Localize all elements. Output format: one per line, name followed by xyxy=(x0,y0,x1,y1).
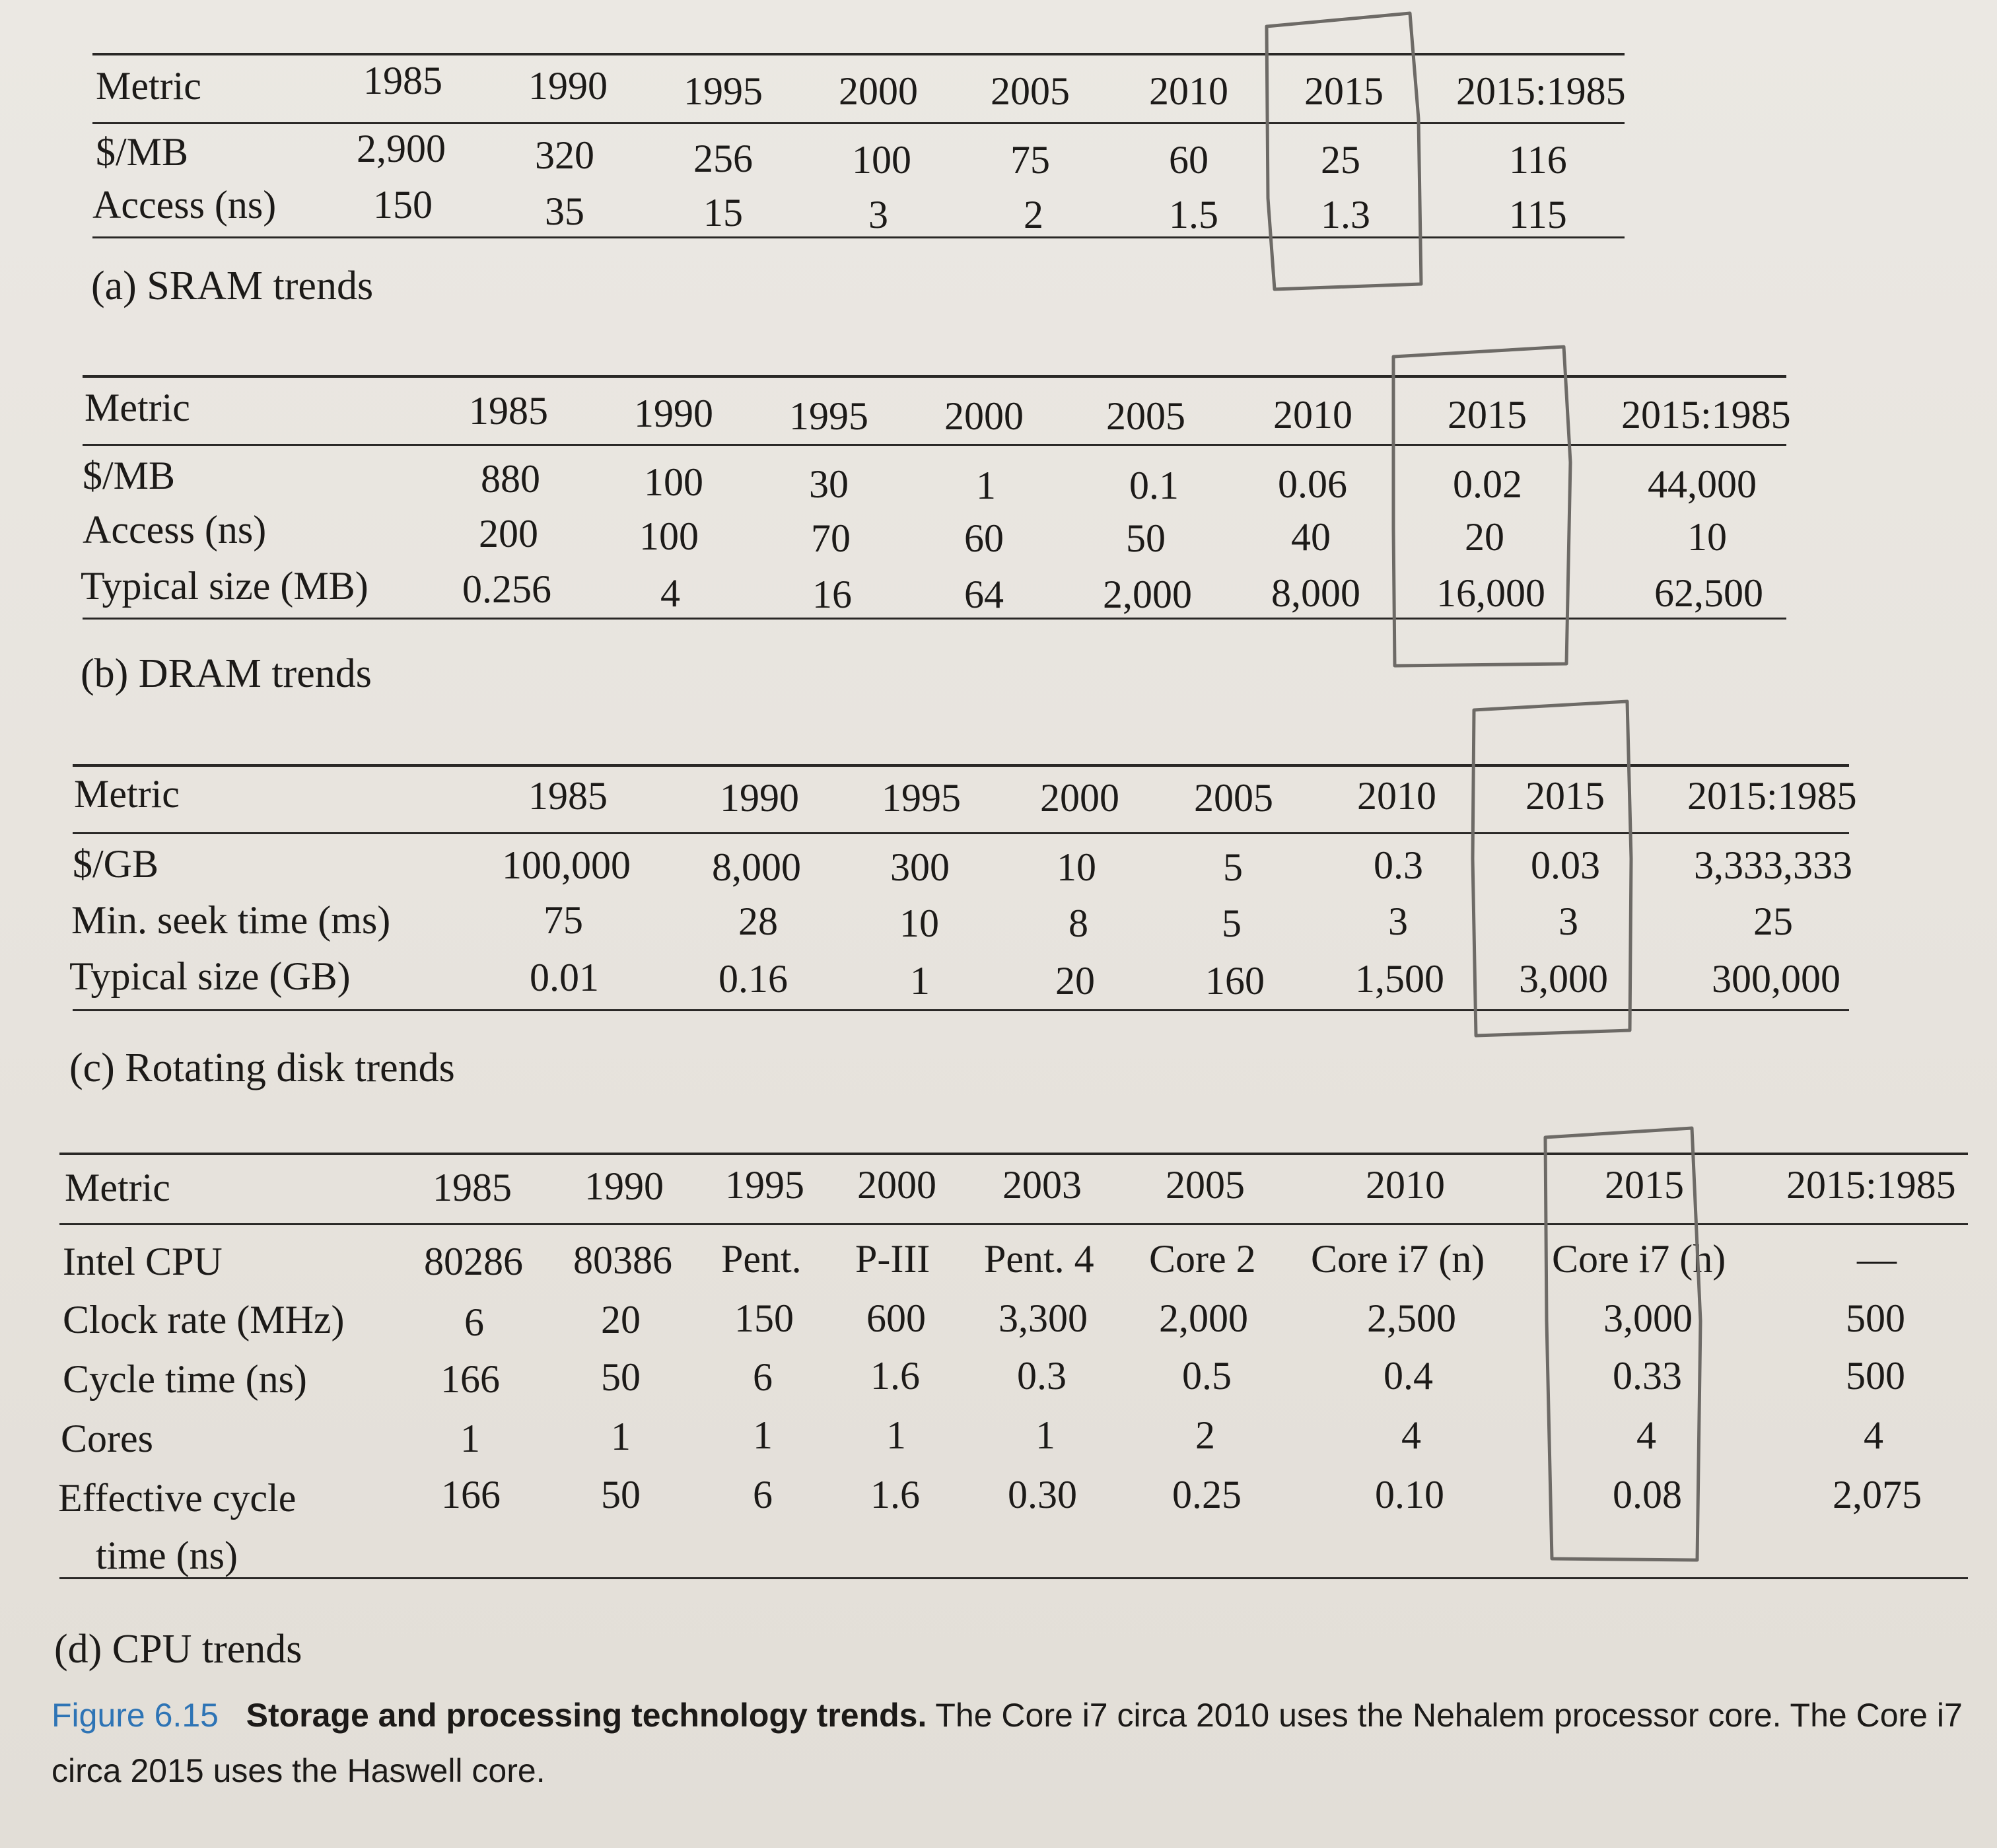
table-cell: 0.06 xyxy=(1278,462,1347,506)
row-label: Effective cycle xyxy=(58,1476,297,1520)
table-cell: 0.10 xyxy=(1375,1473,1444,1516)
table-cell: 16 xyxy=(812,573,852,616)
column-header: 2015:1985 xyxy=(1786,1163,1956,1207)
table-cell: 150 xyxy=(734,1297,794,1340)
column-header: 2005 xyxy=(991,69,1070,113)
table-cell: 50 xyxy=(601,1473,641,1516)
row-label: Access (ns) xyxy=(92,183,277,227)
table-cell: 80286 xyxy=(424,1240,523,1283)
figure-label: Figure 6.15 xyxy=(52,1697,219,1734)
table-cell: 25 xyxy=(1321,138,1360,182)
table-cell: 4 xyxy=(660,571,680,615)
table-cell: 166 xyxy=(441,1473,501,1516)
table-cell: 8 xyxy=(1069,902,1088,945)
row-label: Cycle time (ns) xyxy=(63,1357,307,1401)
table-cell: 3,333,333 xyxy=(1694,843,1852,887)
figure-caption xyxy=(52,1688,1967,1798)
table-cell: 6 xyxy=(753,1355,773,1399)
figure-title: Storage and processing technology trends. xyxy=(246,1697,927,1734)
column-header: 2003 xyxy=(1002,1163,1082,1207)
table-cell: Core 2 xyxy=(1149,1237,1256,1281)
column-header: 2000 xyxy=(839,69,918,113)
table-cell: 880 xyxy=(481,457,540,501)
table-cell: 80386 xyxy=(573,1238,672,1282)
table-cell: 30 xyxy=(809,462,849,506)
table-cell: 20 xyxy=(1055,959,1095,1003)
table-cell: 50 xyxy=(1126,516,1166,560)
table-cell: 20 xyxy=(1465,515,1504,559)
table-cell: 0.30 xyxy=(1008,1473,1077,1516)
table-cell: 40 xyxy=(1291,515,1331,559)
column-header: 2015 xyxy=(1605,1163,1684,1207)
column-header: 2015 xyxy=(1525,774,1605,818)
table-cell: 2,500 xyxy=(1367,1297,1456,1340)
table-cell: 0.01 xyxy=(530,956,599,999)
row-label-continued: time (ns) xyxy=(96,1534,238,1577)
table-cell: 115 xyxy=(1509,193,1567,236)
column-header: 2015:1985 xyxy=(1687,774,1857,818)
table-cell: 300 xyxy=(890,845,950,889)
table-cell: 28 xyxy=(738,900,778,943)
table-cell: 0.16 xyxy=(718,957,788,1001)
table-cell: 1.3 xyxy=(1321,193,1370,236)
column-header: 1995 xyxy=(882,776,961,820)
table-cell: 15 xyxy=(703,191,743,234)
table-cell: 1.6 xyxy=(870,1354,920,1398)
table-cell: 60 xyxy=(964,516,1004,560)
table-cell: P-III xyxy=(855,1237,930,1281)
top-rule xyxy=(59,1153,1968,1155)
table-caption: (b) DRAM trends xyxy=(81,651,372,696)
table-cell: 0.02 xyxy=(1453,462,1522,506)
row-label: Typical size (MB) xyxy=(81,564,368,608)
column-header: 2005 xyxy=(1194,776,1273,820)
row-label: Min. seek time (ms) xyxy=(71,898,391,942)
table-cell: 2,900 xyxy=(357,127,446,170)
column-header: 1990 xyxy=(634,392,713,435)
table-cell: Pent. 4 xyxy=(984,1237,1094,1281)
table-cell: 44,000 xyxy=(1648,462,1757,506)
table-cell: 1 xyxy=(611,1415,631,1458)
column-header: 2010 xyxy=(1273,393,1352,437)
row-label: Access (ns) xyxy=(83,508,267,551)
table-cell: 500 xyxy=(1846,1297,1905,1340)
table-cell: 0.5 xyxy=(1182,1354,1232,1398)
table-cell: 50 xyxy=(601,1355,641,1399)
table-caption: (a) SRAM trends xyxy=(91,264,374,308)
column-header: 1985 xyxy=(528,774,608,818)
table-cell: 70 xyxy=(811,516,851,560)
column-header: 1995 xyxy=(683,69,763,113)
table-cell: 3 xyxy=(1559,900,1578,943)
row-label: $/MB xyxy=(83,454,176,497)
table-cell: 1.6 xyxy=(870,1473,920,1516)
figure-text: The Core i7 circa 2010 uses the Nehalem processor core. The Core i7 circa 2015 uses the Haswell core. xyxy=(52,1697,1963,1789)
table-cell: 3,000 xyxy=(1519,957,1608,1001)
table-cell: 35 xyxy=(545,190,584,233)
table-cell: 75 xyxy=(1010,138,1050,182)
column-header: Metric xyxy=(65,1166,170,1209)
table-cell: 5 xyxy=(1222,902,1242,945)
table-cell: 1,500 xyxy=(1355,957,1444,1001)
table-cell: 25 xyxy=(1753,900,1793,943)
table-cell: Core i7 (h) xyxy=(1552,1237,1726,1281)
table-cell: 1 xyxy=(910,959,930,1003)
column-header: 2010 xyxy=(1366,1163,1445,1207)
column-header: Metric xyxy=(85,386,190,429)
column-header: 1995 xyxy=(789,394,868,438)
table-cell: 0.1 xyxy=(1129,464,1179,507)
table-cell: 1 xyxy=(460,1417,480,1460)
column-header: 2010 xyxy=(1149,69,1228,113)
table-cell: 10 xyxy=(1057,845,1096,889)
column-header: 2015:1985 xyxy=(1621,393,1791,437)
table-cell: 0.4 xyxy=(1384,1354,1433,1398)
table-cell: 10 xyxy=(1687,515,1727,559)
table-cell: 3,300 xyxy=(998,1297,1088,1340)
table-cell: 62,500 xyxy=(1654,571,1763,615)
table-cell: 60 xyxy=(1169,138,1209,182)
row-label: Clock rate (MHz) xyxy=(63,1298,345,1341)
row-label: Cores xyxy=(61,1417,153,1460)
column-header: 1990 xyxy=(528,64,608,108)
table-cell: 160 xyxy=(1205,959,1265,1003)
table-cell: 10 xyxy=(899,902,939,945)
column-header: 2000 xyxy=(944,394,1024,438)
bottom-rule xyxy=(59,1577,1968,1579)
table-cell: 320 xyxy=(535,133,594,177)
table-cell: 8,000 xyxy=(712,845,801,889)
column-header: 2005 xyxy=(1166,1163,1245,1207)
table-cell: 166 xyxy=(440,1357,500,1401)
table-cell: 16,000 xyxy=(1436,571,1545,615)
column-header: 2015:1985 xyxy=(1456,69,1626,113)
column-header: 2010 xyxy=(1357,774,1436,818)
table-cell: 100 xyxy=(644,460,703,504)
column-header: 1985 xyxy=(433,1166,512,1209)
table-cell: 256 xyxy=(693,137,753,180)
table-cell: 6 xyxy=(753,1473,773,1516)
table-cell: 0.256 xyxy=(462,567,551,611)
table-cell: — xyxy=(1857,1237,1897,1281)
column-header: 1990 xyxy=(584,1164,664,1208)
column-header: Metric xyxy=(74,772,180,816)
table-cell: 500 xyxy=(1846,1354,1905,1398)
table-cell: 4 xyxy=(1864,1413,1883,1457)
table-cell: 3 xyxy=(1388,900,1408,943)
table-cell: Core i7 (n) xyxy=(1311,1237,1485,1281)
table-cell: 75 xyxy=(543,898,583,942)
table-cell: 2,000 xyxy=(1103,573,1192,616)
table-cell: 2 xyxy=(1195,1413,1215,1457)
table-cell: 1.5 xyxy=(1169,193,1218,236)
table-cell: 150 xyxy=(373,183,433,227)
table-cell: 300,000 xyxy=(1712,957,1840,1001)
table-cell: Pent. xyxy=(721,1237,802,1281)
table-cell: 0.3 xyxy=(1017,1354,1067,1398)
table-cell: 600 xyxy=(866,1297,926,1340)
table-cell: 4 xyxy=(1636,1413,1656,1457)
table-cell: 6 xyxy=(464,1300,484,1344)
row-label: $/GB xyxy=(73,842,159,886)
table-cell: 0.3 xyxy=(1374,843,1423,887)
table-cell: 100 xyxy=(639,515,699,558)
column-header: 2015 xyxy=(1448,393,1527,437)
column-header: 1985 xyxy=(469,389,548,433)
column-header: 2000 xyxy=(857,1163,936,1207)
table-cell: 0.08 xyxy=(1613,1473,1682,1516)
row-label: Typical size (GB) xyxy=(69,954,351,998)
table-caption: (c) Rotating disk trends xyxy=(69,1046,455,1090)
table-cell: 1 xyxy=(1035,1413,1055,1457)
column-header: 1995 xyxy=(725,1163,804,1207)
header-rule xyxy=(59,1223,1968,1225)
table-cell: 2 xyxy=(1024,193,1043,236)
table-cell: 0.03 xyxy=(1531,843,1600,887)
table-cell: 4 xyxy=(1401,1413,1421,1457)
column-header: 2000 xyxy=(1040,776,1119,820)
row-label: $/MB xyxy=(96,130,189,174)
column-header: 2015 xyxy=(1304,69,1384,113)
table-cell: 8,000 xyxy=(1271,571,1360,615)
table-cell: 116 xyxy=(1509,138,1567,182)
table-cell: 1 xyxy=(886,1413,906,1457)
table-cell: 2,000 xyxy=(1159,1297,1248,1340)
table-cell: 5 xyxy=(1223,845,1243,889)
table-cell: 1 xyxy=(753,1413,773,1457)
table-cell: 1 xyxy=(976,464,996,507)
table-cell: 200 xyxy=(479,512,538,555)
table-cell: 2,075 xyxy=(1833,1473,1922,1516)
table-cell: 100 xyxy=(852,138,911,182)
row-label: Intel CPU xyxy=(63,1240,223,1283)
column-header: Metric xyxy=(96,64,201,108)
column-header: 2005 xyxy=(1106,394,1185,438)
table-cell: 0.33 xyxy=(1613,1354,1682,1398)
table-cell: 100,000 xyxy=(502,843,631,887)
table-cell: 20 xyxy=(601,1298,641,1341)
table-caption: (d) CPU trends xyxy=(54,1627,302,1672)
table-cell: 3 xyxy=(868,193,888,236)
table-cell: 64 xyxy=(964,573,1004,616)
table-cell: 3,000 xyxy=(1603,1297,1693,1340)
column-header: 1990 xyxy=(720,776,799,820)
column-header: 1985 xyxy=(363,59,442,102)
table-cell: 0.25 xyxy=(1172,1473,1242,1516)
